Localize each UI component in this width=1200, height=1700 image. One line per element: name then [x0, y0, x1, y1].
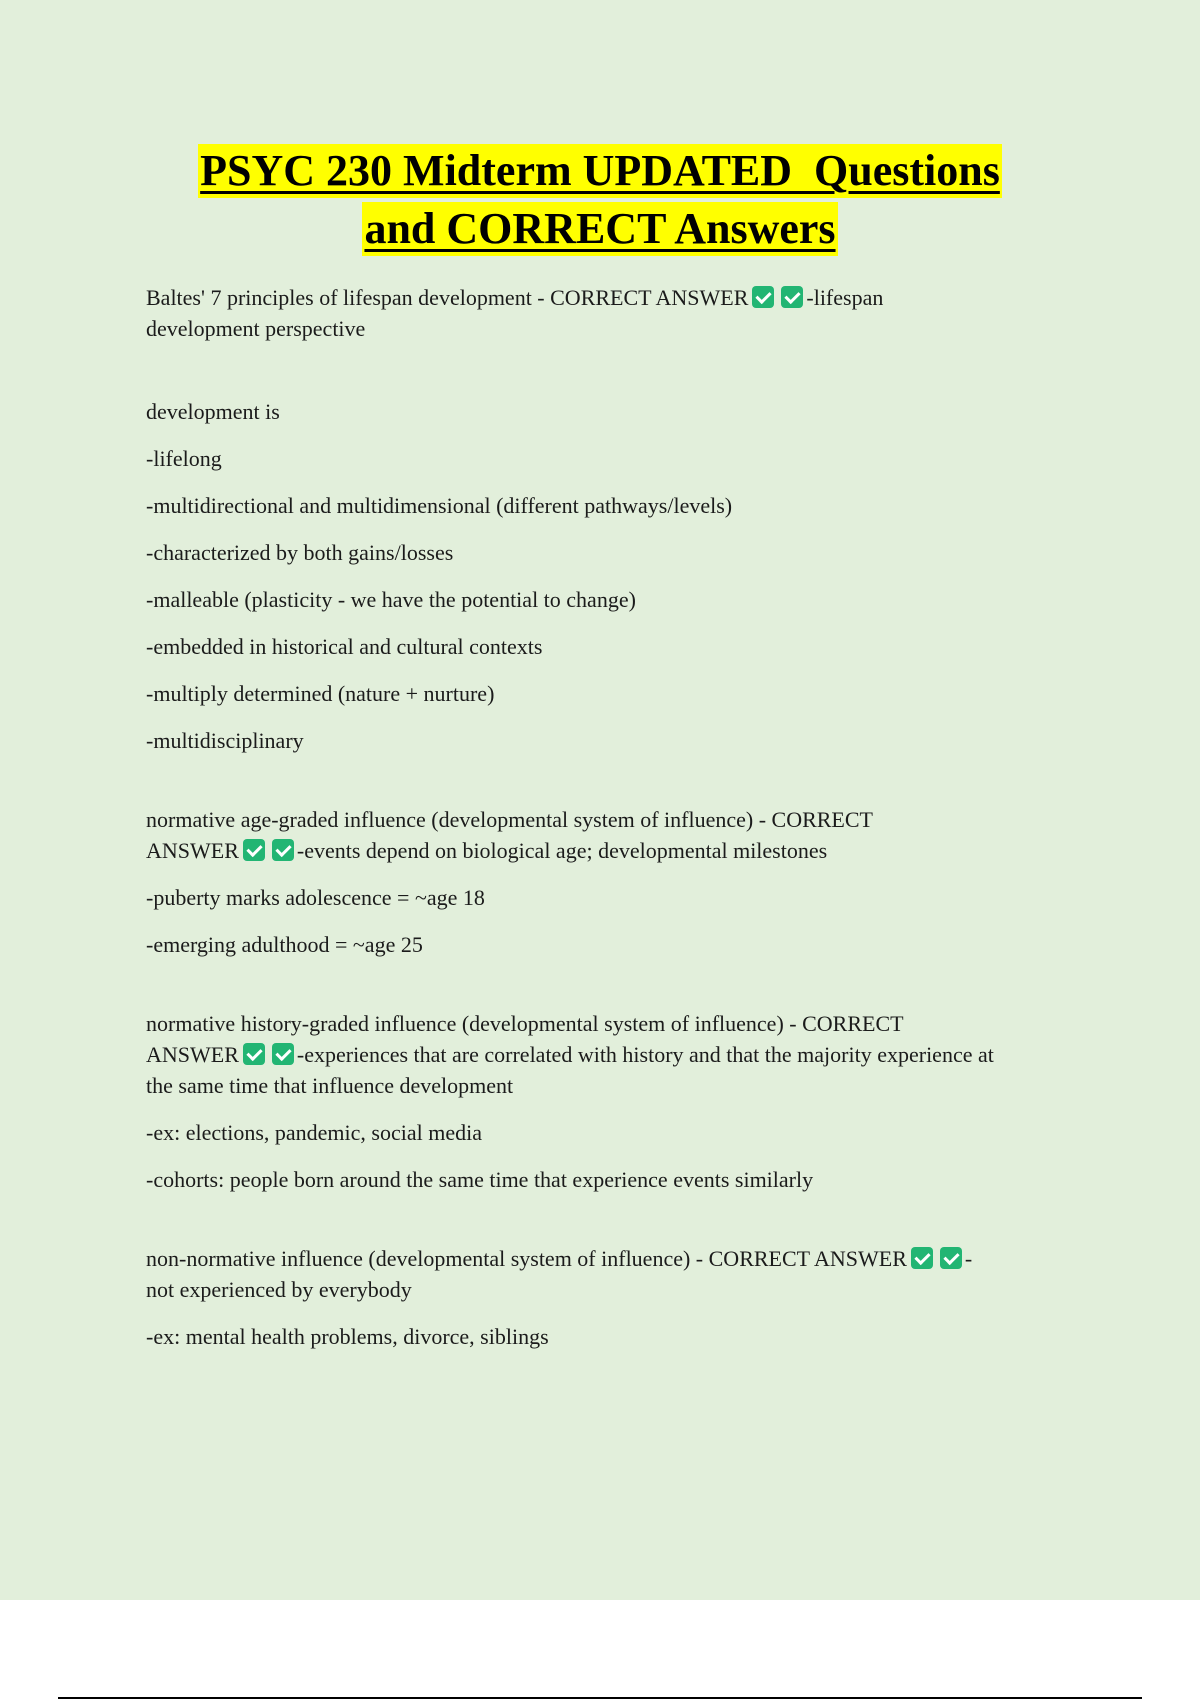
check-box-icon	[911, 1247, 933, 1269]
list-item: -multidirectional and multidimensional (different pathways/levels)	[146, 493, 733, 518]
answer-continuation: not experienced by everybody	[146, 1277, 412, 1302]
check-box-icon	[243, 839, 265, 861]
answer-continuation: the same time that influence development	[146, 1073, 514, 1098]
list-item: -lifelong	[146, 446, 222, 471]
question-text: normative age-graded influence (developmental system of influence) - CORRECT	[146, 807, 873, 832]
footer-divider	[58, 1697, 1142, 1699]
check-box-icon	[940, 1247, 962, 1269]
answer-text: -lifespan	[806, 285, 884, 310]
question-text: ANSWER	[146, 838, 239, 863]
question-text: Baltes' 7 principles of lifespan development - CORRECT ANSWER	[146, 285, 749, 310]
answer-text: -	[964, 1246, 973, 1271]
list-item: -ex: mental health problems, divorce, siblings	[146, 1324, 549, 1349]
check-box-icon	[272, 1043, 294, 1065]
list-item: -multiply determined (nature + nurture)	[146, 681, 495, 706]
document-title	[0, 144, 1200, 256]
qa-entry-history-graded	[146, 1008, 1086, 1195]
list-item: -ex: elections, pandemic, social media	[146, 1120, 482, 1145]
list-item: -puberty marks adolescence = ~age 18	[146, 885, 485, 910]
question-line	[146, 282, 1086, 313]
question-text: non-normative influence (developmental system of influence) - CORRECT ANSWER	[146, 1246, 907, 1271]
qa-content	[146, 282, 1086, 1352]
question-line	[146, 1039, 1086, 1070]
list-item: -embedded in historical and cultural contexts	[146, 634, 543, 659]
qa-entry-age-graded	[146, 804, 1086, 960]
title-line-1: PSYC 230 Midterm UPDATED Questions	[198, 144, 1002, 198]
list-item: -multidisciplinary	[146, 728, 304, 753]
check-box-icon	[272, 839, 294, 861]
qa-entry-baltes	[146, 282, 1086, 756]
check-box-icon	[243, 1043, 265, 1065]
check-box-icon	[781, 286, 803, 308]
question-text: normative history-graded influence (developmental system of influence) - CORRECT	[146, 1011, 904, 1036]
answer-continuation: development perspective	[146, 316, 366, 341]
question-line	[146, 835, 1086, 866]
answer-text: -experiences that are correlated with history and that the majority experience at	[296, 1042, 994, 1067]
list-item: -malleable (plasticity - we have the potential to change)	[146, 587, 636, 612]
list-item: -emerging adulthood = ~age 25	[146, 932, 423, 957]
list-item: -characterized by both gains/losses	[146, 540, 454, 565]
check-box-icon	[752, 286, 774, 308]
answer-text: -events depend on biological age; developmental milestones	[296, 838, 828, 863]
qa-entry-non-normative	[146, 1243, 1086, 1352]
question-line	[146, 1243, 1086, 1274]
title-line-2: and CORRECT Answers	[362, 202, 837, 256]
list-item: development is	[146, 399, 280, 424]
question-text: ANSWER	[146, 1042, 239, 1067]
list-item: -cohorts: people born around the same time that experience events similarly	[146, 1167, 814, 1192]
